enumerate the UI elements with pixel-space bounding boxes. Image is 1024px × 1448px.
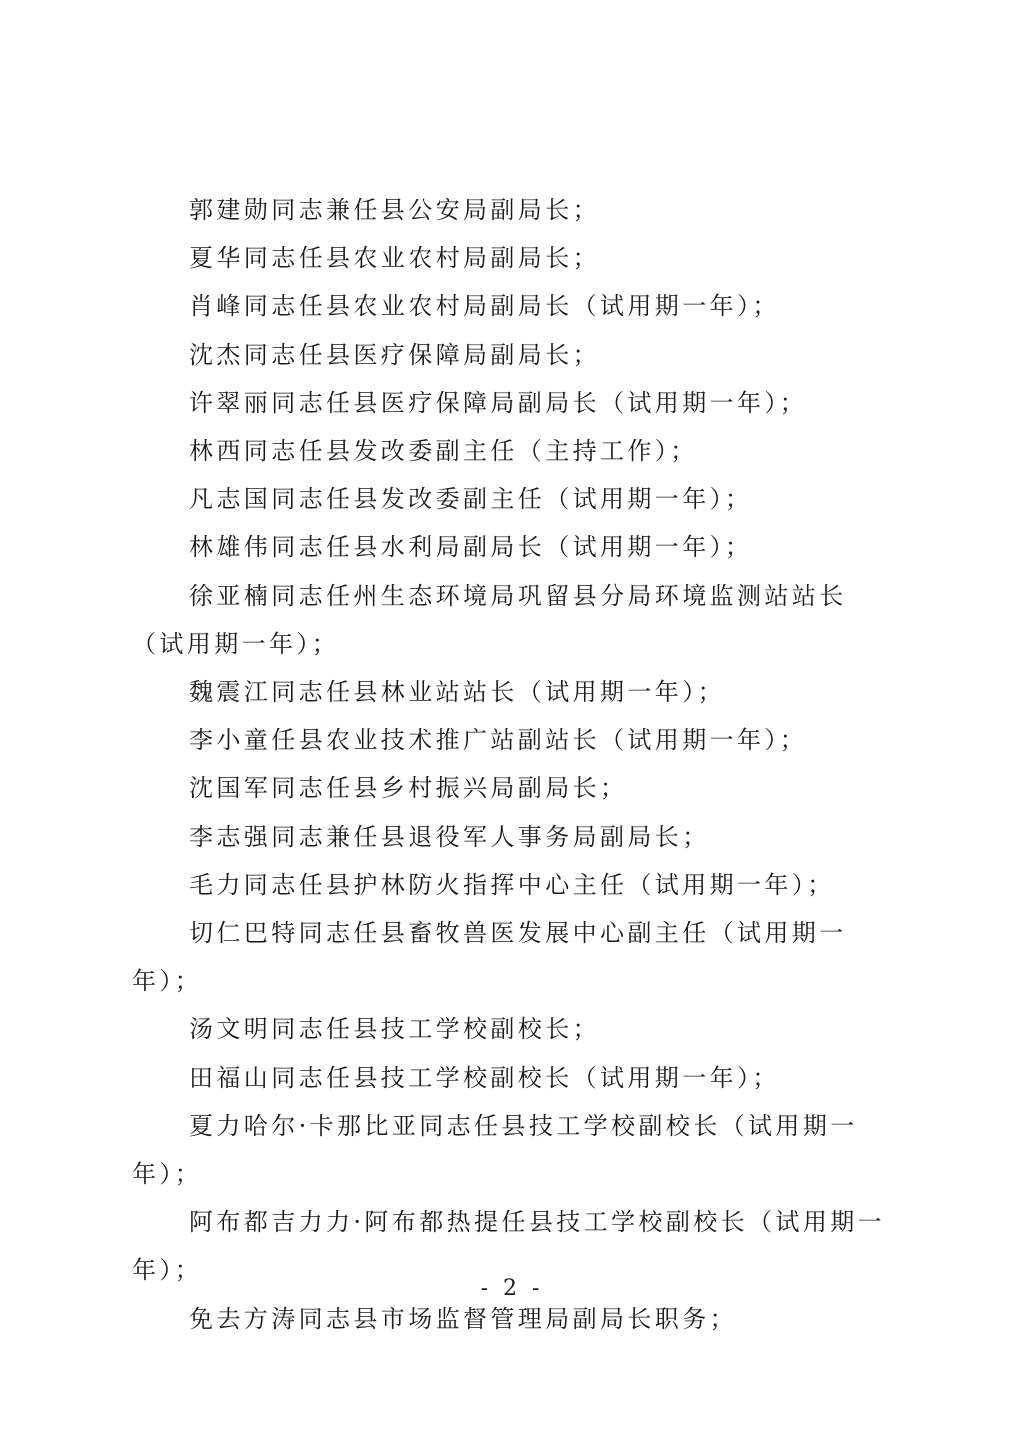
appointment-paragraph: 凡志国同志任县发改委副主任（试用期一年）； [189, 485, 753, 514]
appointment-paragraph: 沈国军同志任县乡村振兴局副局长； [189, 774, 628, 803]
removal-paragraph: 免去方涛同志县市场监督管理局副局长职务； [189, 1304, 737, 1333]
appointment-paragraph: 夏华同志任县农业农村局副局长； [189, 244, 600, 273]
appointment-paragraph: 徐亚楠同志任州生态环境局巩留县分局环境监测站站长（试用期一年）； [132, 581, 847, 658]
appointment-paragraph: 许翠丽同志任县医疗保障局副局长（试用期一年）； [189, 388, 808, 417]
document-body [132, 186, 894, 1343]
appointment-paragraph: 肖峰同志任县农业农村局副局长（试用期一年）； [189, 292, 780, 321]
appointment-paragraph: 沈杰同志任县医疗保障局副局长； [189, 340, 600, 369]
appointment-paragraph: 林雄伟同志任县水利局副局长（试用期一年）； [189, 533, 753, 562]
appointment-paragraph: 田福山同志任县技工学校副校长（试用期一年）； [189, 1063, 780, 1092]
appointment-paragraph: 魏震江同志任县林业站站长（试用期一年）； [189, 678, 725, 707]
appointment-paragraph: 林西同志任县发改委副主任（主持工作）； [189, 437, 698, 466]
appointment-paragraph: 阿布都吉力力·阿布都热提任县技工学校副校长（试用期一年）； [132, 1208, 886, 1285]
appointment-paragraph: 李志强同志兼任县退役军人事务局副局长； [189, 822, 710, 851]
appointment-paragraph: 切仁巴特同志任县畜牧兽医发展中心副主任（试用期一年）； [132, 919, 847, 996]
appointment-paragraph: 郭建勋同志兼任县公安局副局长； [189, 196, 600, 224]
appointment-paragraph: 夏力哈尔·卡那比亚同志任县技工学校副校长（试用期一年）； [132, 1111, 858, 1189]
appointment-paragraph: 汤文明同志任县技工学校副校长； [189, 1015, 600, 1044]
appointment-paragraph: 李小童任县农业技术推广站副站长（试用期一年）； [189, 726, 808, 755]
appointment-paragraph: 毛力同志任县护林防火指挥中心主任（试用期一年）； [189, 870, 835, 899]
page-number: - 2 - [480, 1276, 544, 1301]
